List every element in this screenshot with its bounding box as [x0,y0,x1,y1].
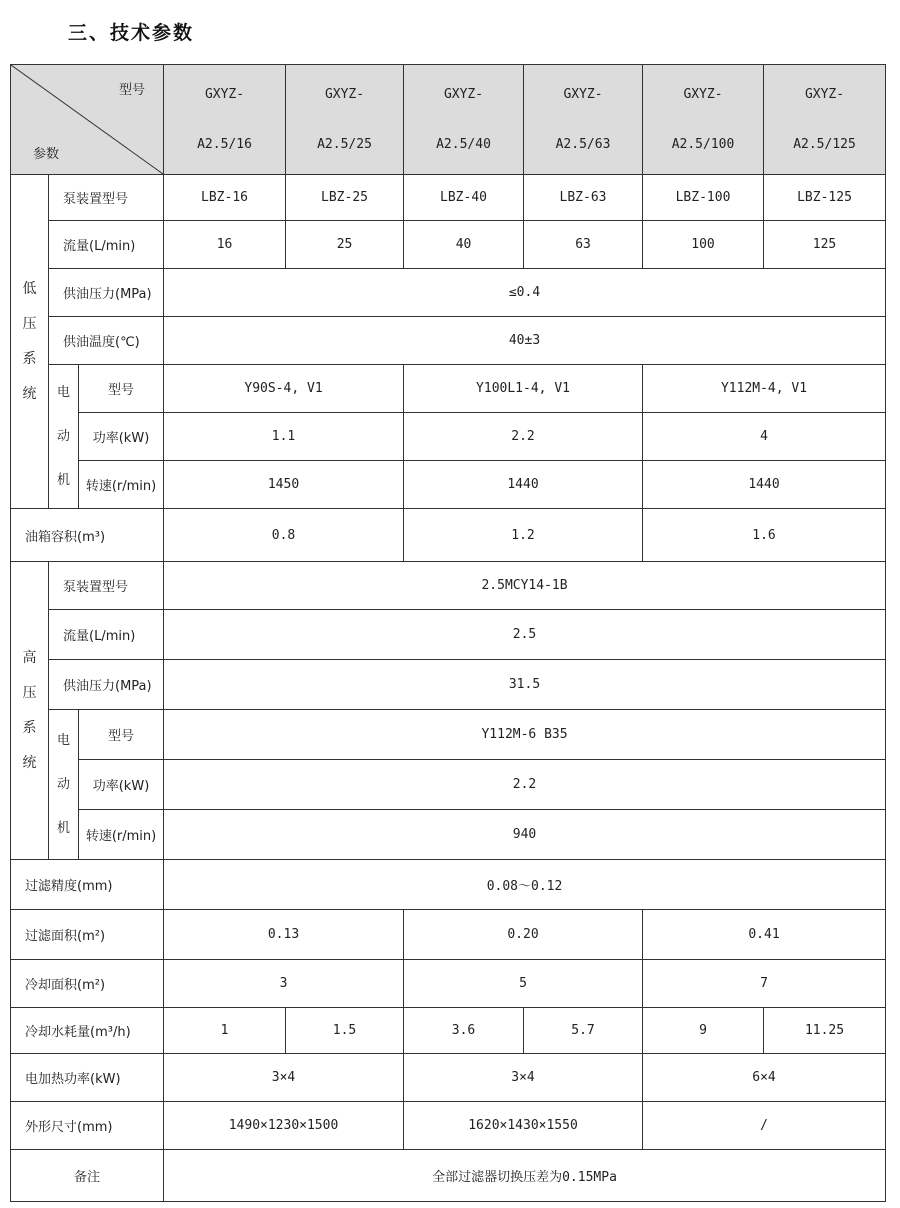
row-label: 功率(kW) [79,760,164,810]
low-pressure-group-label: 低 压 系 统 [11,175,49,509]
table-row [11,610,886,660]
cell: 1490×1230×1500 [164,1102,404,1150]
cell: LBZ-40 [404,175,524,221]
cell: Y90S-4, V1 [164,365,404,413]
row-label: 转速(r/min) [79,461,164,509]
cell: 1.2 [404,509,643,562]
low-motor-group-label: 电 动 机 [49,365,79,509]
cell: 3.6 [404,1008,524,1054]
row-label: 过滤精度(mm) [11,860,164,910]
cell: 940 [164,810,886,860]
cell: 2.5 [164,610,886,660]
model-header: GXYZ- A2.5/125 [764,65,886,175]
header-row [11,65,886,175]
row-label: 过滤面积(m²) [11,910,164,960]
header-corner [11,65,164,175]
cell: Y112M-4, V1 [643,365,886,413]
cell: 1440 [404,461,643,509]
cell: 1.1 [164,413,404,461]
corner-model-label: 型号 [119,83,146,98]
cell: 7 [643,960,886,1008]
cell: 4 [643,413,886,461]
cell: LBZ-25 [286,175,404,221]
row-label: 泵装置型号 [49,175,164,221]
cell: LBZ-125 [764,175,886,221]
table-row [11,365,886,413]
row-label: 冷却面积(m²) [11,960,164,1008]
row-label: 转速(r/min) [79,810,164,860]
high-pressure-group-label: 高 压 系 统 [11,562,49,860]
table-row [11,221,886,269]
model-header: GXYZ- A2.5/63 [524,65,643,175]
cell: 0.41 [643,910,886,960]
cell: 31.5 [164,660,886,710]
cell: Y112M-6 B35 [164,710,886,760]
cell: 100 [643,221,764,269]
row-label: 型号 [79,365,164,413]
cell: 0.8 [164,509,404,562]
cell: 5 [404,960,643,1008]
cell: 40 [404,221,524,269]
cell: ≤0.4 [164,269,886,317]
row-label: 泵装置型号 [49,562,164,610]
cell: 0.20 [404,910,643,960]
cell: 3 [164,960,404,1008]
model-header: GXYZ- A2.5/16 [164,65,286,175]
cell: 3×4 [164,1054,404,1102]
cell: 25 [286,221,404,269]
table-row [11,910,886,960]
table-row [11,509,886,562]
table-row [11,1054,886,1102]
table-row [11,1150,886,1202]
model-header: GXYZ- A2.5/100 [643,65,764,175]
cell: 11.25 [764,1008,886,1054]
row-label: 备注 [11,1150,164,1202]
section-title: 三、技术参数 [68,22,195,44]
cell: 125 [764,221,886,269]
table-row [11,710,886,760]
cell: 63 [524,221,643,269]
cell: 0.13 [164,910,404,960]
table-row [11,960,886,1008]
cell: 1450 [164,461,404,509]
cell: 6×4 [643,1054,886,1102]
cell: 1620×1430×1550 [404,1102,643,1150]
high-motor-group-label: 电 动 机 [49,710,79,860]
model-header: GXYZ- A2.5/40 [404,65,524,175]
table-row [11,269,886,317]
table-row [11,810,886,860]
row-label: 外形尺寸(mm) [11,1102,164,1150]
table-row [11,413,886,461]
technical-parameters-table [10,64,886,1202]
table-row [11,760,886,810]
table-row [11,317,886,365]
row-label: 流量(L/min) [49,221,164,269]
row-label: 流量(L/min) [49,610,164,660]
row-label: 油箱容积(m³) [11,509,164,562]
cell: 5.7 [524,1008,643,1054]
row-label: 供油温度(℃) [49,317,164,365]
row-label: 冷却水耗量(m³/h) [11,1008,164,1054]
cell: 全部过滤器切换压差为0.15MPa [164,1150,886,1202]
table-row [11,562,886,610]
model-header: GXYZ- A2.5/25 [286,65,404,175]
cell: 2.2 [164,760,886,810]
cell: LBZ-16 [164,175,286,221]
cell: 2.5MCY14-1B [164,562,886,610]
row-label: 功率(kW) [79,413,164,461]
cell: 3×4 [404,1054,643,1102]
cell: 40±3 [164,317,886,365]
row-label: 供油压力(MPa) [49,660,164,710]
cell: 9 [643,1008,764,1054]
table-row [11,461,886,509]
cell: 1.5 [286,1008,404,1054]
table-row [11,1102,886,1150]
cell: 16 [164,221,286,269]
cell: / [643,1102,886,1150]
row-label: 电加热功率(kW) [11,1054,164,1102]
corner-param-label: 参数 [33,147,60,162]
cell: LBZ-63 [524,175,643,221]
cell: 2.2 [404,413,643,461]
table-row [11,860,886,910]
row-label: 型号 [79,710,164,760]
cell: 1.6 [643,509,886,562]
table-row [11,660,886,710]
table-row [11,175,886,221]
cell: 0.08～0.12 [164,860,886,910]
row-label: 供油压力(MPa) [49,269,164,317]
cell: Y100L1-4, V1 [404,365,643,413]
table-row [11,1008,886,1054]
cell: LBZ-100 [643,175,764,221]
cell: 1 [164,1008,286,1054]
cell: 1440 [643,461,886,509]
